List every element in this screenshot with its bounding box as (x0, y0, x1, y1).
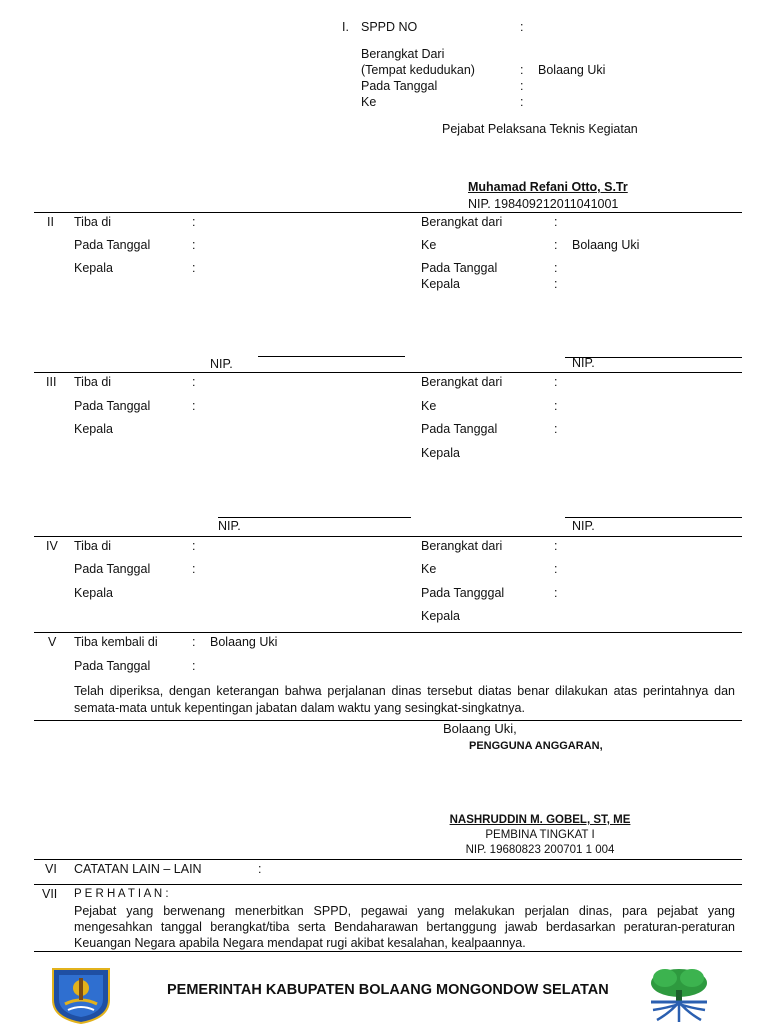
sec1-ke-label: Ke (361, 95, 377, 109)
sec3-pada-tanggal-colon: : (192, 399, 196, 413)
sec3-right-tanggal-label: Pada Tanggal (421, 422, 498, 436)
regency-emblem-logo (50, 966, 112, 1024)
sec6-number: VI (45, 862, 57, 876)
tiba-kembali-label: Tiba kembali di (74, 635, 158, 649)
sec2-berangkat-label: Berangkat dari (421, 215, 503, 229)
sec3-number: III (46, 375, 57, 389)
sec3-ke-colon: : (554, 399, 558, 413)
sec3-right-tanggal-colon: : (554, 422, 558, 436)
tiba-kembali-value: Bolaang Uki (210, 635, 278, 649)
sec3-left-signature-line (218, 517, 411, 518)
sppd-no-label: SPPD NO (361, 20, 418, 34)
tree-icon (645, 966, 713, 1024)
perhatian-text: Pejabat yang berwenang menerbitkan SPPD, pegawai yang melakukan perjalan dinas, para pejabat yang mengesahkan tanggal berangkat/tiba serta Bendaharawan bertanggung jawab berdasarkan peraturan-peraturan Keuangan Negara apabila Negara mendapat rugi akibat kesalahan, kealpaannya. (74, 904, 735, 950)
sec4-berangkat-colon: : (554, 539, 558, 553)
sec4-ke-label: Ke (421, 562, 437, 576)
tempat-colon: : (520, 63, 524, 77)
sec4-pada-tanggal-label: Pada Tanggal (74, 562, 151, 576)
sec2-nip-left: NIP. (210, 357, 233, 371)
sec5-pada-tanggal-label: Pada Tanggal (74, 659, 151, 673)
sec3-right-signature-line (565, 517, 742, 518)
signature-nip: NIP. 19680823 200701 1 004 (465, 844, 615, 856)
sec2-kepala-colon: : (192, 261, 196, 275)
sec3-ke-label: Ke (421, 399, 437, 413)
signature-role: PENGGUNA ANGGARAN, (469, 740, 603, 752)
sec2-pada-tanggal-label: Pada Tanggal (74, 238, 151, 252)
sec3-kepala-label: Kepala (74, 422, 113, 436)
sec2-ke-label: Ke (421, 238, 437, 252)
catatan-lain-label: CATATAN LAIN – LAIN (74, 862, 202, 876)
sppd-no-colon: : (520, 20, 524, 34)
sec5-pada-tanggal-colon: : (192, 659, 196, 673)
sec2-right-tanggal-label: Pada Tanggal (421, 261, 498, 275)
sec3-tiba-colon: : (192, 375, 196, 389)
divider-6 (34, 859, 742, 860)
sec2-ke-colon: : (554, 238, 558, 252)
sec4-right-tanggal-colon: : (554, 586, 558, 600)
tiba-kembali-colon: : (192, 635, 196, 649)
catatan-lain-colon: : (258, 862, 262, 876)
sec2-number: II (47, 215, 54, 229)
tempat-kedudukan-label: (Tempat kedudukan) (361, 63, 475, 77)
pejabat-nip: NIP. 198409212011041001 (468, 197, 619, 211)
sec4-number: IV (46, 539, 58, 553)
sec2-right-kepala-colon: : (554, 277, 558, 291)
sec4-tiba-label: Tiba di (74, 539, 112, 553)
sec2-right-kepala-label: Kepala (421, 277, 460, 291)
berangkat-dari-label: Berangkat Dari (361, 47, 445, 61)
sec2-tiba-label: Tiba di (74, 215, 112, 229)
sec7-number: VII (42, 887, 58, 901)
perhatian-title: P E R H A T I A N : (74, 888, 169, 900)
regency-emblem-icon (50, 966, 112, 1024)
sec2-pada-tanggal-colon: : (192, 238, 196, 252)
sec1-ke-colon: : (520, 95, 524, 109)
sec3-nip-right: NIP. (572, 519, 595, 533)
signature-name: NASHRUDDIN M. GOBEL, ST, ME (449, 814, 631, 826)
pejabat-name: Muhamad Refani Otto, S.Tr (468, 180, 628, 194)
sec4-tiba-colon: : (192, 539, 196, 553)
sec1-pada-tanggal-colon: : (520, 79, 524, 93)
sec4-berangkat-label: Berangkat dari (421, 539, 503, 553)
sec2-left-signature-line (258, 356, 405, 357)
signature-rank: PEMBINA TINGKAT I (485, 829, 595, 841)
sec3-pada-tanggal-label: Pada Tanggal (74, 399, 151, 413)
sec3-berangkat-colon: : (554, 375, 558, 389)
sec3-right-kepala-label: Kepala (421, 446, 460, 460)
divider-4 (34, 632, 742, 633)
sec4-ke-colon: : (554, 562, 558, 576)
sec3-tiba-label: Tiba di (74, 375, 112, 389)
divider-1 (34, 212, 742, 213)
divider-8 (34, 951, 742, 952)
divider-7 (34, 884, 742, 885)
sec1-number: I. (342, 20, 349, 34)
verification-statement: Telah diperiksa, dengan keterangan bahwa perjalanan dinas tersebut diatas benar dilakukan atas perintahnya dan semata-mata untuk kepentingan jabatan dalam waktu yang sesingkat-singkatnya. (74, 684, 735, 715)
divider-5 (34, 720, 742, 721)
sec2-right-tanggal-colon: : (554, 261, 558, 275)
divider-3 (34, 536, 742, 537)
sec2-nip-right: NIP. (572, 356, 595, 370)
sec4-right-kepala-label: Kepala (421, 609, 460, 623)
sec4-right-tanggal-label: Pada Tangggal (421, 586, 505, 600)
sec5-number: V (48, 635, 57, 649)
sec2-kepala-label: Kepala (74, 261, 113, 275)
sec3-berangkat-label: Berangkat dari (421, 375, 503, 389)
sec4-kepala-label: Kepala (74, 586, 113, 600)
sec2-tiba-colon: : (192, 215, 196, 229)
signature-place: Bolaang Uki, (443, 721, 517, 736)
sec4-pada-tanggal-colon: : (192, 562, 196, 576)
sec2-ke-value: Bolaang Uki (572, 238, 640, 252)
sec1-pada-tanggal-label: Pada Tanggal (361, 79, 438, 93)
pejabat-title: Pejabat Pelaksana Teknis Kegiatan (442, 122, 638, 136)
divider-2 (34, 372, 742, 373)
tempat-kedudukan-value: Bolaang Uki (538, 63, 606, 77)
sec2-berangkat-colon: : (554, 215, 558, 229)
sec3-nip-left: NIP. (218, 519, 241, 533)
tree-logo (645, 966, 713, 1024)
footer-org-name: PEMERINTAH KABUPATEN BOLAANG MONGONDOW SELATAN (167, 982, 609, 998)
